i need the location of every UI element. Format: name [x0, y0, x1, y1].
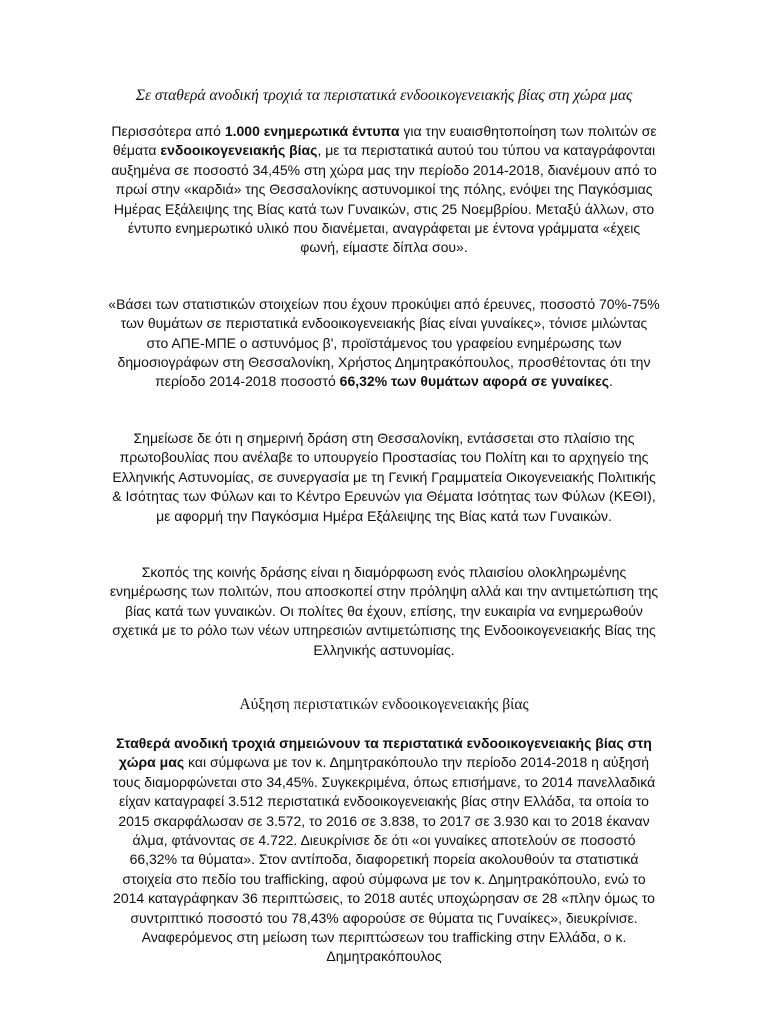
p1-text-2: για την ευαισθητοποίηση των πολιτών σε θέματα — [112, 123, 657, 159]
p2-text-2: . — [609, 373, 613, 390]
p5-bold-1: Σταθερά ανοδική τροχιά σημειώνουν τα περιστατικά ενδοοικογενειακής βίας στη χώρα μας — [116, 734, 652, 771]
p1-bold-1: 1.000 ενημερωτικά έντυπα — [224, 123, 400, 139]
spacer — [108, 392, 660, 429]
spacer — [108, 258, 660, 295]
p1-bold-2: ενδοοικογενειακής βίας — [160, 142, 318, 159]
paragraph-increase — [108, 734, 660, 967]
section-heading: Αύξηση περιστατικών ενδοοικογενειακής βίας — [239, 695, 529, 713]
document-page — [108, 86, 660, 967]
document-title: Σε σταθερά ανοδική τροχιά τα περιστατικά ενδοοικογενειακής βίας στη χώρα μας — [135, 87, 633, 104]
spacer — [108, 660, 660, 695]
p1-text-1: Περισσότερα από — [111, 123, 225, 139]
p2-text-1: «Βάσει των στατιστικών στοιχείων που έχουν προκύψει από έρευνες, ποσοστό 70%-75% των θυμάτων σε περιστατικά ενδοοικογενειακής βίας είναι γυναίκες», τόνισε μιλώντας στο ΑΠΕ-ΜΠΕ ο αστυνόμος β', προϊστάμενος του γραφείου ενημέρωσης των δημοσιογράφων στη Θεσσαλονίκη, Χρήστος Δημητρακόπουλος, προσθέτοντας ότι την περίοδο 2014-2018 ποσοστό — [108, 295, 660, 390]
spacer — [108, 526, 660, 563]
paragraph-initiative: Σημείωσε δε ότι η σημερινή δράση στη Θεσσαλονίκη, εντάσσεται στο πλαίσιο της πρωτοβουλίας που ανέλαβε το υπουργείο Προστασίας του Πολίτη και το αρχηγείο της Ελληνικής Αστυνομίας, σε συνεργασία με τη Γενική Γραμματεία Οικογενειακής Πολιτικής & Ισότητας των Φύλων και το Κέντρο Ερευνών για Θέματα Ισότητας των Φύλων (ΚΕΘΙ), με αφορμή την Παγκόσμια Ημέρα Εξάλειψης της Βίας κατά των Γυναικών. — [112, 429, 656, 524]
p5-text-1: και σύμφωνα με τον κ. Δημητρακόπουλο την περίοδο 2014-2018 η αύξησή τους διαμορφώνεται στο 34,45%. Συγκεκριμένα, όπως επισήμανε, το 2014 πανελλαδικά είχαν καταγραφεί 3.512 περιστατικά ενδοοικογενειακής βίας στην Ελλάδα, τα οποία το 2015 σκαρφάλωσαν σε 3.572, το 2016 σε 3.838, το 2017 σε 3.930 και το 2018 έκαναν άλμα, φτάνοντας σε 4.722. Διευκρίνισε δε ότι «οι γυναίκες αποτελούν σε ποσοστό 66,32% τα θύματα». Στον αντίποδα, διαφορετική πορεία ακολουθούν τα στατιστικά στοιχεία στο πεδίο του trafficking, αφού σύμφωνα με τον κ. Δημητρακόπουλο, ενώ το 2014 καταγράφηκαν 36 περιπτώσεις, το 2018 αυτές υποχώρησαν σε 28 «πλην όμως το συντριπτικό ποσοστό του 78,43% αφορούσε σε θύματα τις Γυναίκες», διευκρίνισε. Αναφερόμενος στη μείωση των περιπτώσεων του trafficking στην Ελλάδα, ο κ. Δημητρακόπουλος — [112, 754, 656, 965]
p1-text-3: , με τα περιστατικά αυτού του τύπου να καταγράφονται αυξημένα σε ποσοστό 34,45% στη χώρα μας την περίοδο 2014-2018, διανέμουν από το πρωί στην «καρδιά» της Θεσσαλονίκης αστυνομικοί της πόλης, ενόψει της Παγκόσμιας Ημέρας Εξάλειψης της Βίας κατά των Γυναικών, στις 25 Νοεμβρίου. Μεταξύ άλλων, στο έντυπο ενημερωτικό υλικό που διανέμεται, αναγράφεται με έντονα γράμματα «έχεις φωνή, είμαστε δίπλα σου». — [111, 142, 657, 256]
p2-bold-1: 66,32% των θυμάτων αφορά σε γυναίκες — [339, 373, 610, 390]
paragraph-purpose: Σκοπός της κοινής δράσης είναι η διαμόρφωση ενός πλαισίου ολοκληρωμένης ενημέρωσης των πολιτών, που αποσκοπεί στην πρόληψη αλλά και την αντιμετώπιση της βίας κατά των γυναικών. Οι πολίτες θα έχουν, επίσης, την ευκαιρία να ενημερωθούν σχετικά με το ρόλο των νέων υπηρεσιών αντιμετώπισης της Ενδοοικογενειακής Βίας της Ελληνικής αστυνομίας. — [109, 563, 659, 658]
paragraph-leaflets — [108, 122, 660, 258]
paragraph-statistics-quote — [108, 295, 660, 392]
